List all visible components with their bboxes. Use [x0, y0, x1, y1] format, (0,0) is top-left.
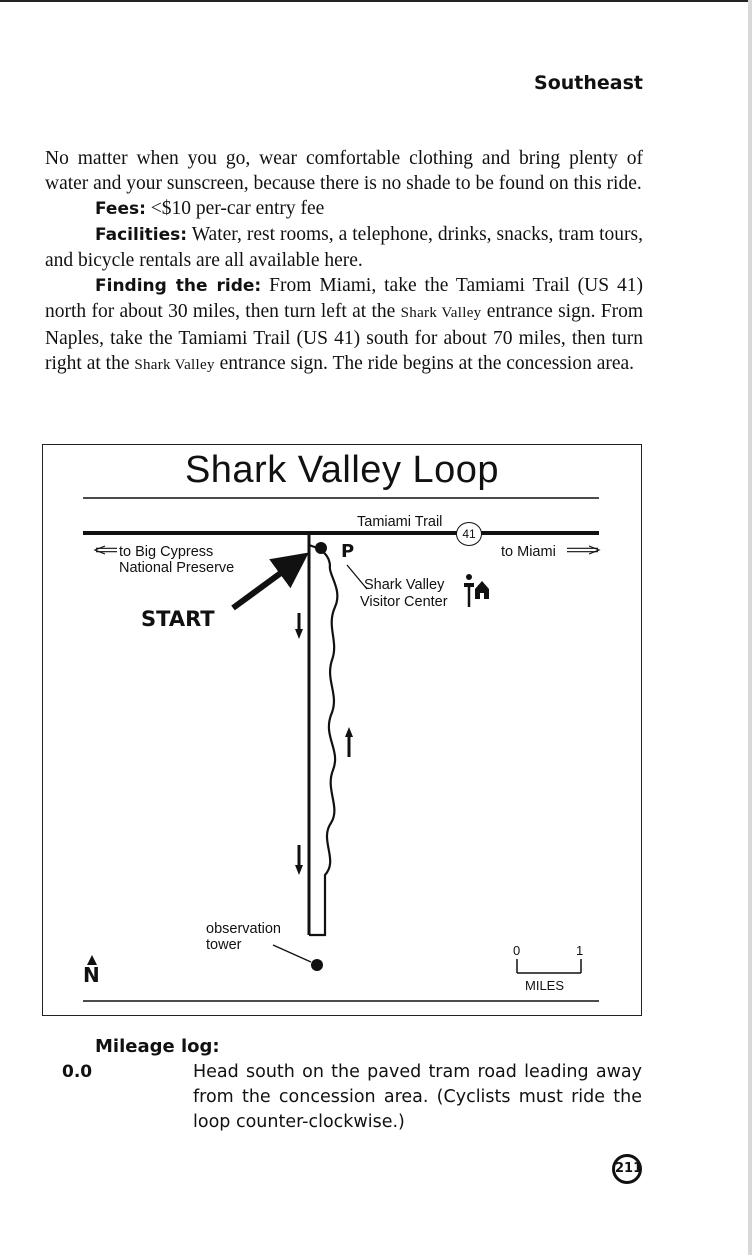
facilities-label: Facilities: [95, 225, 188, 245]
facilities-text: Water, rest rooms, a telephone, drinks, snacks, tram tours, and bicycle rentals are all available here. [45, 224, 643, 271]
west-arrow-icon [95, 546, 117, 554]
visitor-center-icon [464, 574, 489, 607]
tower-label-2: tower [206, 937, 242, 953]
scale-one-label: 1 [576, 943, 584, 958]
tram-road-return-loop [309, 545, 337, 935]
finding-text-1: From Miami, take the Tamiami Trail (US 41) north for about 30 miles, then turn left at the [45, 275, 643, 322]
start-pointer-arrow [233, 556, 304, 608]
north-arrow-icon [345, 727, 353, 757]
page-number-badge [612, 1154, 642, 1184]
visitor-center-label-2: Visitor Center [360, 594, 448, 610]
mileage-log-title: Mileage log: [95, 1036, 220, 1057]
scale-unit-label: MILES [525, 978, 565, 993]
west-destination-label-2: National Preserve [119, 560, 235, 576]
map-drawing [43, 445, 641, 1015]
mileage-entry-mile: 0.0 [62, 1062, 93, 1082]
south-arrow-icon [295, 613, 303, 639]
east-destination-label: to Miami [501, 544, 556, 560]
map-frame [42, 444, 642, 1016]
shark-valley-smallcaps: Shark Valley [134, 357, 215, 373]
finding-text-2: entrance sign. From Naples, take the Tamiami Trail (US 41) south for about 70 miles, then turn right at the [45, 301, 644, 374]
observation-tower-marker [311, 959, 323, 971]
west-destination-label-1: to Big Cypress [119, 544, 214, 560]
north-label: N [83, 963, 100, 987]
intro-paragraph: No matter when you go, wear comfortable clothing and bring plenty of water and your sunscreen, because there is no shade to be found on this ride. [45, 148, 643, 194]
highway-label: Tamiami Trail [357, 514, 443, 530]
fees-paragraph [45, 196, 643, 222]
fees-text: <$10 per-car entry fee [150, 198, 325, 219]
parking-label: P [341, 541, 355, 562]
facilities-paragraph [45, 222, 643, 273]
page-right-edge [748, 0, 752, 1255]
tower-label-1: observation [206, 921, 281, 937]
body-text [45, 146, 643, 378]
page-number: 211 [615, 1161, 643, 1176]
scale-zero-label: 0 [513, 943, 521, 958]
fees-label: Fees: [95, 199, 146, 219]
route-shield-icon [456, 522, 482, 546]
finding-paragraph [45, 273, 643, 378]
visitor-center-label-1: Shark Valley [364, 577, 445, 593]
shark-valley-smallcaps: Shark Valley [400, 305, 482, 321]
scale-bar [517, 959, 581, 973]
finding-text-3: entrance sign. The ride begins at the concession area. [219, 353, 635, 374]
route-number: 41 [462, 527, 476, 541]
east-arrow-icon [567, 546, 599, 554]
tower-leader [273, 945, 311, 962]
south-arrow-icon [295, 845, 303, 875]
finding-label: Finding the ride: [95, 276, 262, 296]
map-title: Shark Valley Loop [184, 449, 500, 491]
mileage-entry-text: Head south on the paved tram road leading away from the concession area. (Cyclists must ride the loop counter-clockwise.) [193, 1062, 642, 1132]
running-head: Southeast [534, 72, 643, 94]
page-top-edge [0, 0, 752, 2]
concession-area-marker [315, 542, 327, 554]
start-label: START [141, 607, 215, 631]
